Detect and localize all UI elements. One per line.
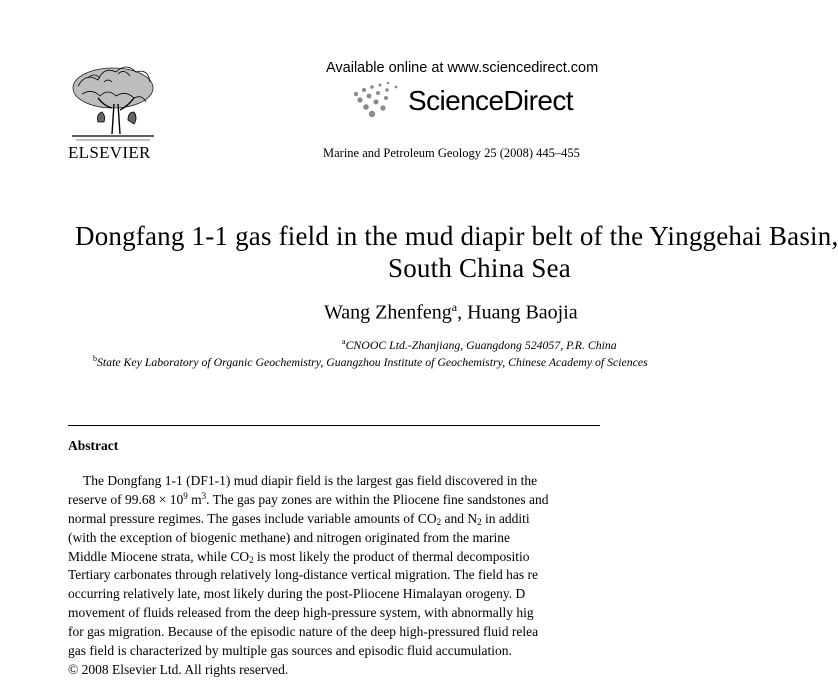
abstract-body [68,472,628,680]
abstract-line: Tertiary carbonates through relatively long-distance vertical migration. The field has re [68,567,539,583]
author-list [324,300,578,325]
sciencedirect-dots-icon [350,80,410,122]
abstract-heading: Abstract [68,438,119,453]
affiliation-b [93,354,648,370]
abstract-line: normal pressure regimes. The gases include variable amounts of $CO_2$ and $N_2$ in additi [68,510,530,527]
available-online-text: Available online at www.sciencedirect.com [326,60,599,76]
author-name: Huang Baojia [467,301,578,324]
section-divider [68,425,600,426]
abstract-line: (with the exception of biogenic methane) and nitrogen originated from the marine [68,529,510,545]
subscript: 2 [249,554,254,565]
affiliation-text: State Key Laboratory of Organic Geochemistry, Guangzhou Institute of Geochemistry, Chinese Academy of Sciences [97,354,648,369]
elsevier-tree-icon [68,64,158,144]
abstract-line: gas field is characterized by multiple gas sources and episodic fluid accumulation. [68,643,512,659]
abstract-line: for gas migration. Because of the episodic nature of the deep high-pressured fluid relea [68,624,539,640]
abstract-line: Middle Miocene strata, while $CO_2$ is most likely the product of thermal decompositio [68,548,530,565]
article-title-line-2: South China Sea [388,253,571,283]
subscript: 2 [436,516,442,527]
publisher-name: ELSEVIER [68,143,151,162]
superscript: 3 [201,490,207,501]
abstract-line: reserve of $99.68 \times 10^9$ $m^3$. The gas pay zones are within the Pliocene fine sandstones and [68,490,549,507]
elsevier-logo [68,64,158,162]
abstract-line: movement of fluids released from the deep high-pressure system, with abnormally hig [68,605,534,621]
sciencedirect-logo [350,80,600,122]
affiliation-mark: b [93,354,97,363]
abstract-line: occurring relatively late, most likely during the post-Pliocene Himalayan orogeny. D [68,586,526,602]
author-affiliation-mark: a [451,300,458,314]
abstract-line: © 2008 Elsevier Ltd. All rights reserved. [68,661,289,677]
abstract-line: The Dongfang 1-1 (DF1-1) mud diapir field is the largest gas field discovered in the [83,473,538,488]
affiliation-text: CNOOC Ltd.-Zhanjiang, Guangdong 524057, P.R. China [345,337,617,352]
sciencedirect-wordmark: ScienceDirect [408,85,573,116]
article-title-line-1: Dongfang 1-1 gas field in the mud diapir belt of the Yinggehai Basin, [75,221,838,251]
subscript: 2 [477,516,482,527]
affiliation-a [342,337,617,353]
journal-citation: Marine and Petroleum Geology 25 (2008) 445–455 [323,146,580,160]
affiliation-mark: a [342,337,346,346]
author-separator: , [457,301,468,324]
superscript: 9 [183,490,188,501]
author-name: Wang Zhenfeng [324,301,452,324]
